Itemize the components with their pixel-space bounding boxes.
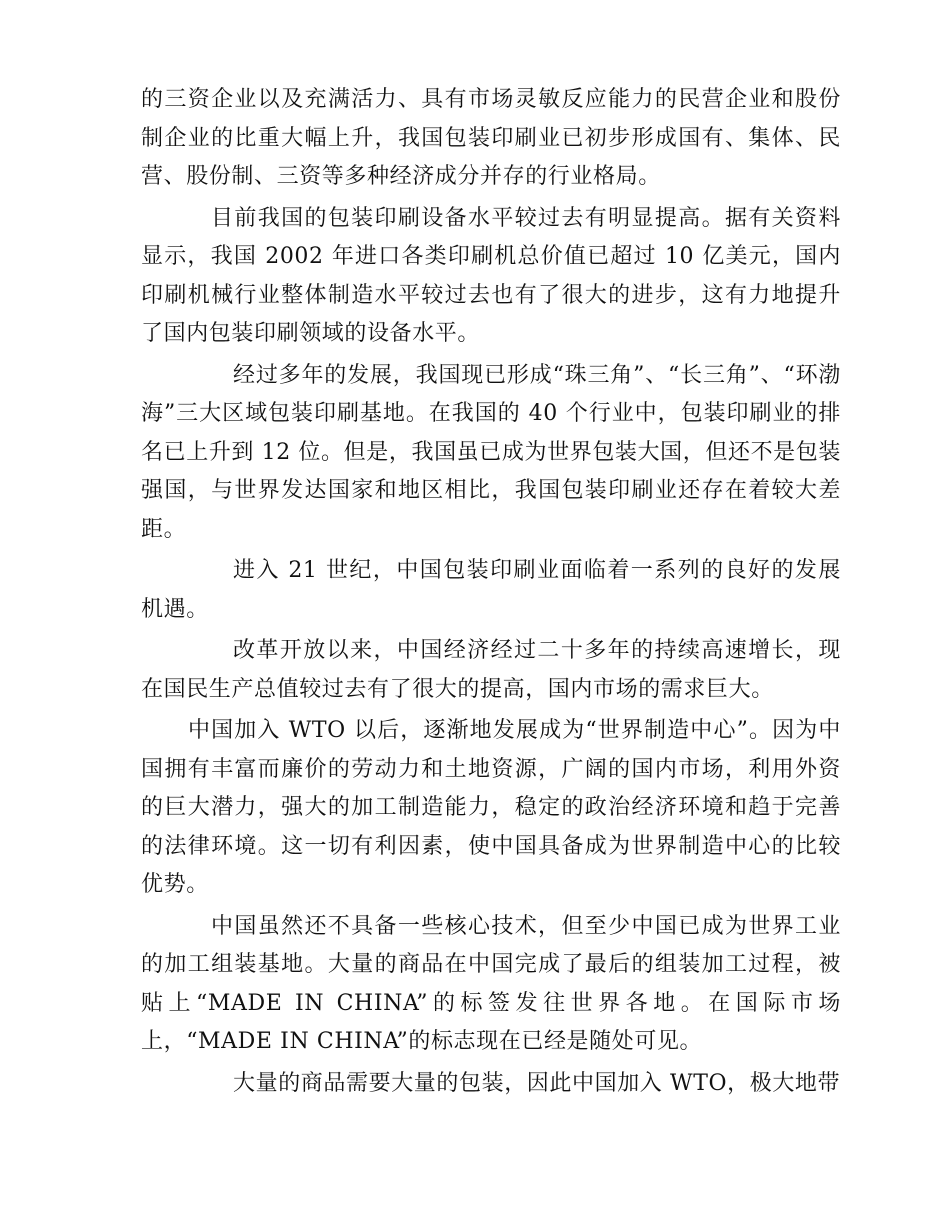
paragraph-4: 进入 21 世纪，中国包装印刷业面临着一系列的良好的发展机遇。 <box>141 558 841 622</box>
paragraph-3: 经过多年的发展，我国现已形成“珠三角”、“长三角”、“环渤海”三大区域包装印刷基地。在我国的 40 个行业中，包装印刷业的排名已上升到 12 位。但是，我国虽已成为世界包装大国，但还不是包装强国，与世界发达国家和地区相比，我国包装印刷业还存在着较大差距。 <box>141 362 841 542</box>
paragraph-6: 中国加入 WTO 以后，逐渐地发展成为“世界制造中心”。因为中国拥有丰富而廉价的劳动力和土地资源，广阔的国内市场，利用外资的巨大潜力，强大的加工制造能力，稳定的政治经济环境和趋于完善的法律环境。这一切有利因素，使中国具备成为世界制造中心的比较优势。 <box>141 718 841 897</box>
paragraph-7: 中国虽然还不具备一些核心技术，但至少中国已成为世界工业的加工组装基地。大量的商品在中国完成了最后的组装加工过程，被贴上“MADE IN CHINA”的标签发往世界各地。在国际市场上，“MADE IN CHINA”的标志现在已经是随处可见。 <box>141 913 841 1054</box>
paragraph-1: 的三资企业以及充满活力、具有市场灵敏反应能力的民营企业和股份制企业的比重大幅上升，我国包装印刷业已初步形成国有、集体、民营、股份制、三资等多种经济成分并存的行业格局。 <box>141 87 841 189</box>
paragraph-5: 改革开放以来，中国经济经过二十多年的持续高速增长，现在国民生产总值较过去有了很大的提高，国内市场的需求巨大。 <box>141 638 841 702</box>
paragraph-2: 目前我国的包装印刷设备水平较过去有明显提高。据有关资料显示，我国 2002 年进口各类印刷机总价值已超过 10 亿美元，国内印刷机械行业整体制造水平较过去也有了很大的进步，这有力地提升了国内包装印刷领域的设备水平。 <box>141 205 841 346</box>
document-body <box>141 81 841 1103</box>
paragraph-8: 大量的商品需要大量的包装，因此中国加入 WTO，极大地带 <box>233 1070 841 1096</box>
